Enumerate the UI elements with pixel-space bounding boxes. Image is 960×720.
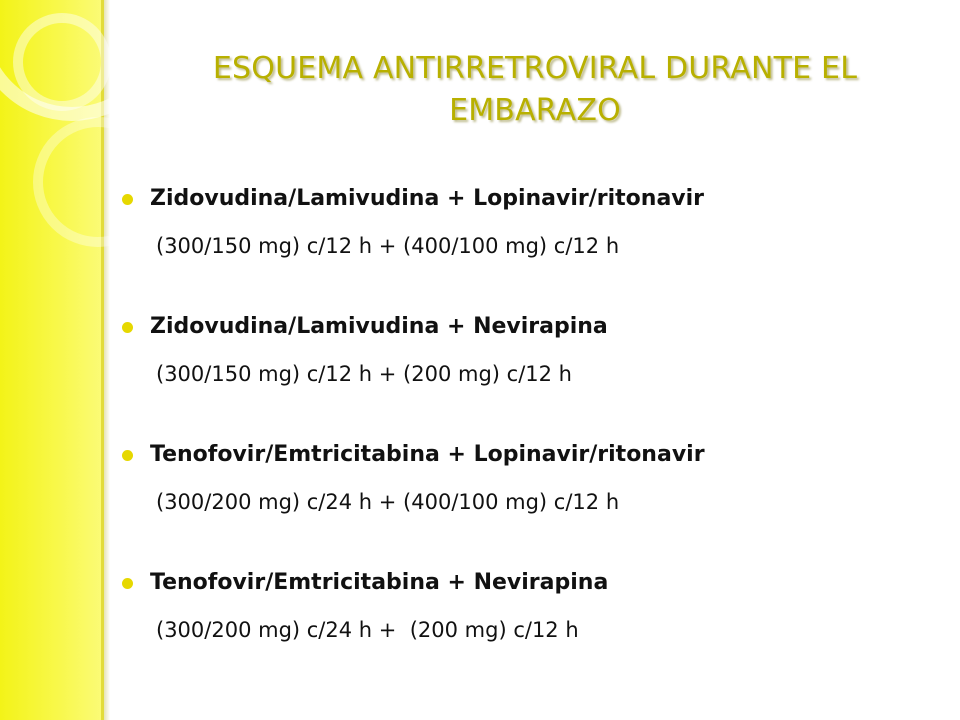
bullet-dot-icon — [122, 578, 133, 589]
drug-combination: Zidovudina/Lamivudina + Lopinavir/ritonavir — [150, 186, 705, 211]
dose-schedule: (300/150 mg) c/12 h + (200 mg) c/12 h — [156, 362, 572, 386]
yellow-side-band — [0, 0, 104, 720]
dose-schedule: (300/200 mg) c/24 h + (200 mg) c/12 h — [156, 618, 579, 642]
bullet-item — [120, 310, 940, 438]
drug-combination: Tenofovir/Emtricitabina + Nevirapina — [150, 570, 609, 595]
slide-title — [140, 48, 930, 132]
drug-combination: Zidovudina/Lamivudina + Nevirapina — [150, 314, 608, 339]
slide-title-line-1: ESQUEMA ANTIRRETROVIRAL DURANTE EL — [212, 51, 858, 86]
bullet-dot-icon — [122, 450, 133, 461]
bullet-item — [120, 438, 940, 566]
bullet-item — [120, 182, 940, 310]
bullet-dot-icon — [122, 322, 133, 333]
bullet-item — [120, 566, 940, 694]
band-shadow-edge — [104, 0, 110, 720]
bullet-dot-icon — [122, 194, 133, 205]
dose-schedule: (300/200 mg) c/24 h + (400/100 mg) c/12 h — [156, 490, 620, 514]
bullet-list — [120, 182, 940, 694]
slide-title-line-2: EMBARAZO — [449, 93, 621, 128]
dose-schedule: (300/150 mg) c/12 h + (400/100 mg) c/12 h — [156, 234, 620, 258]
drug-combination: Tenofovir/Emtricitabina + Lopinavir/ritonavir — [150, 442, 705, 467]
